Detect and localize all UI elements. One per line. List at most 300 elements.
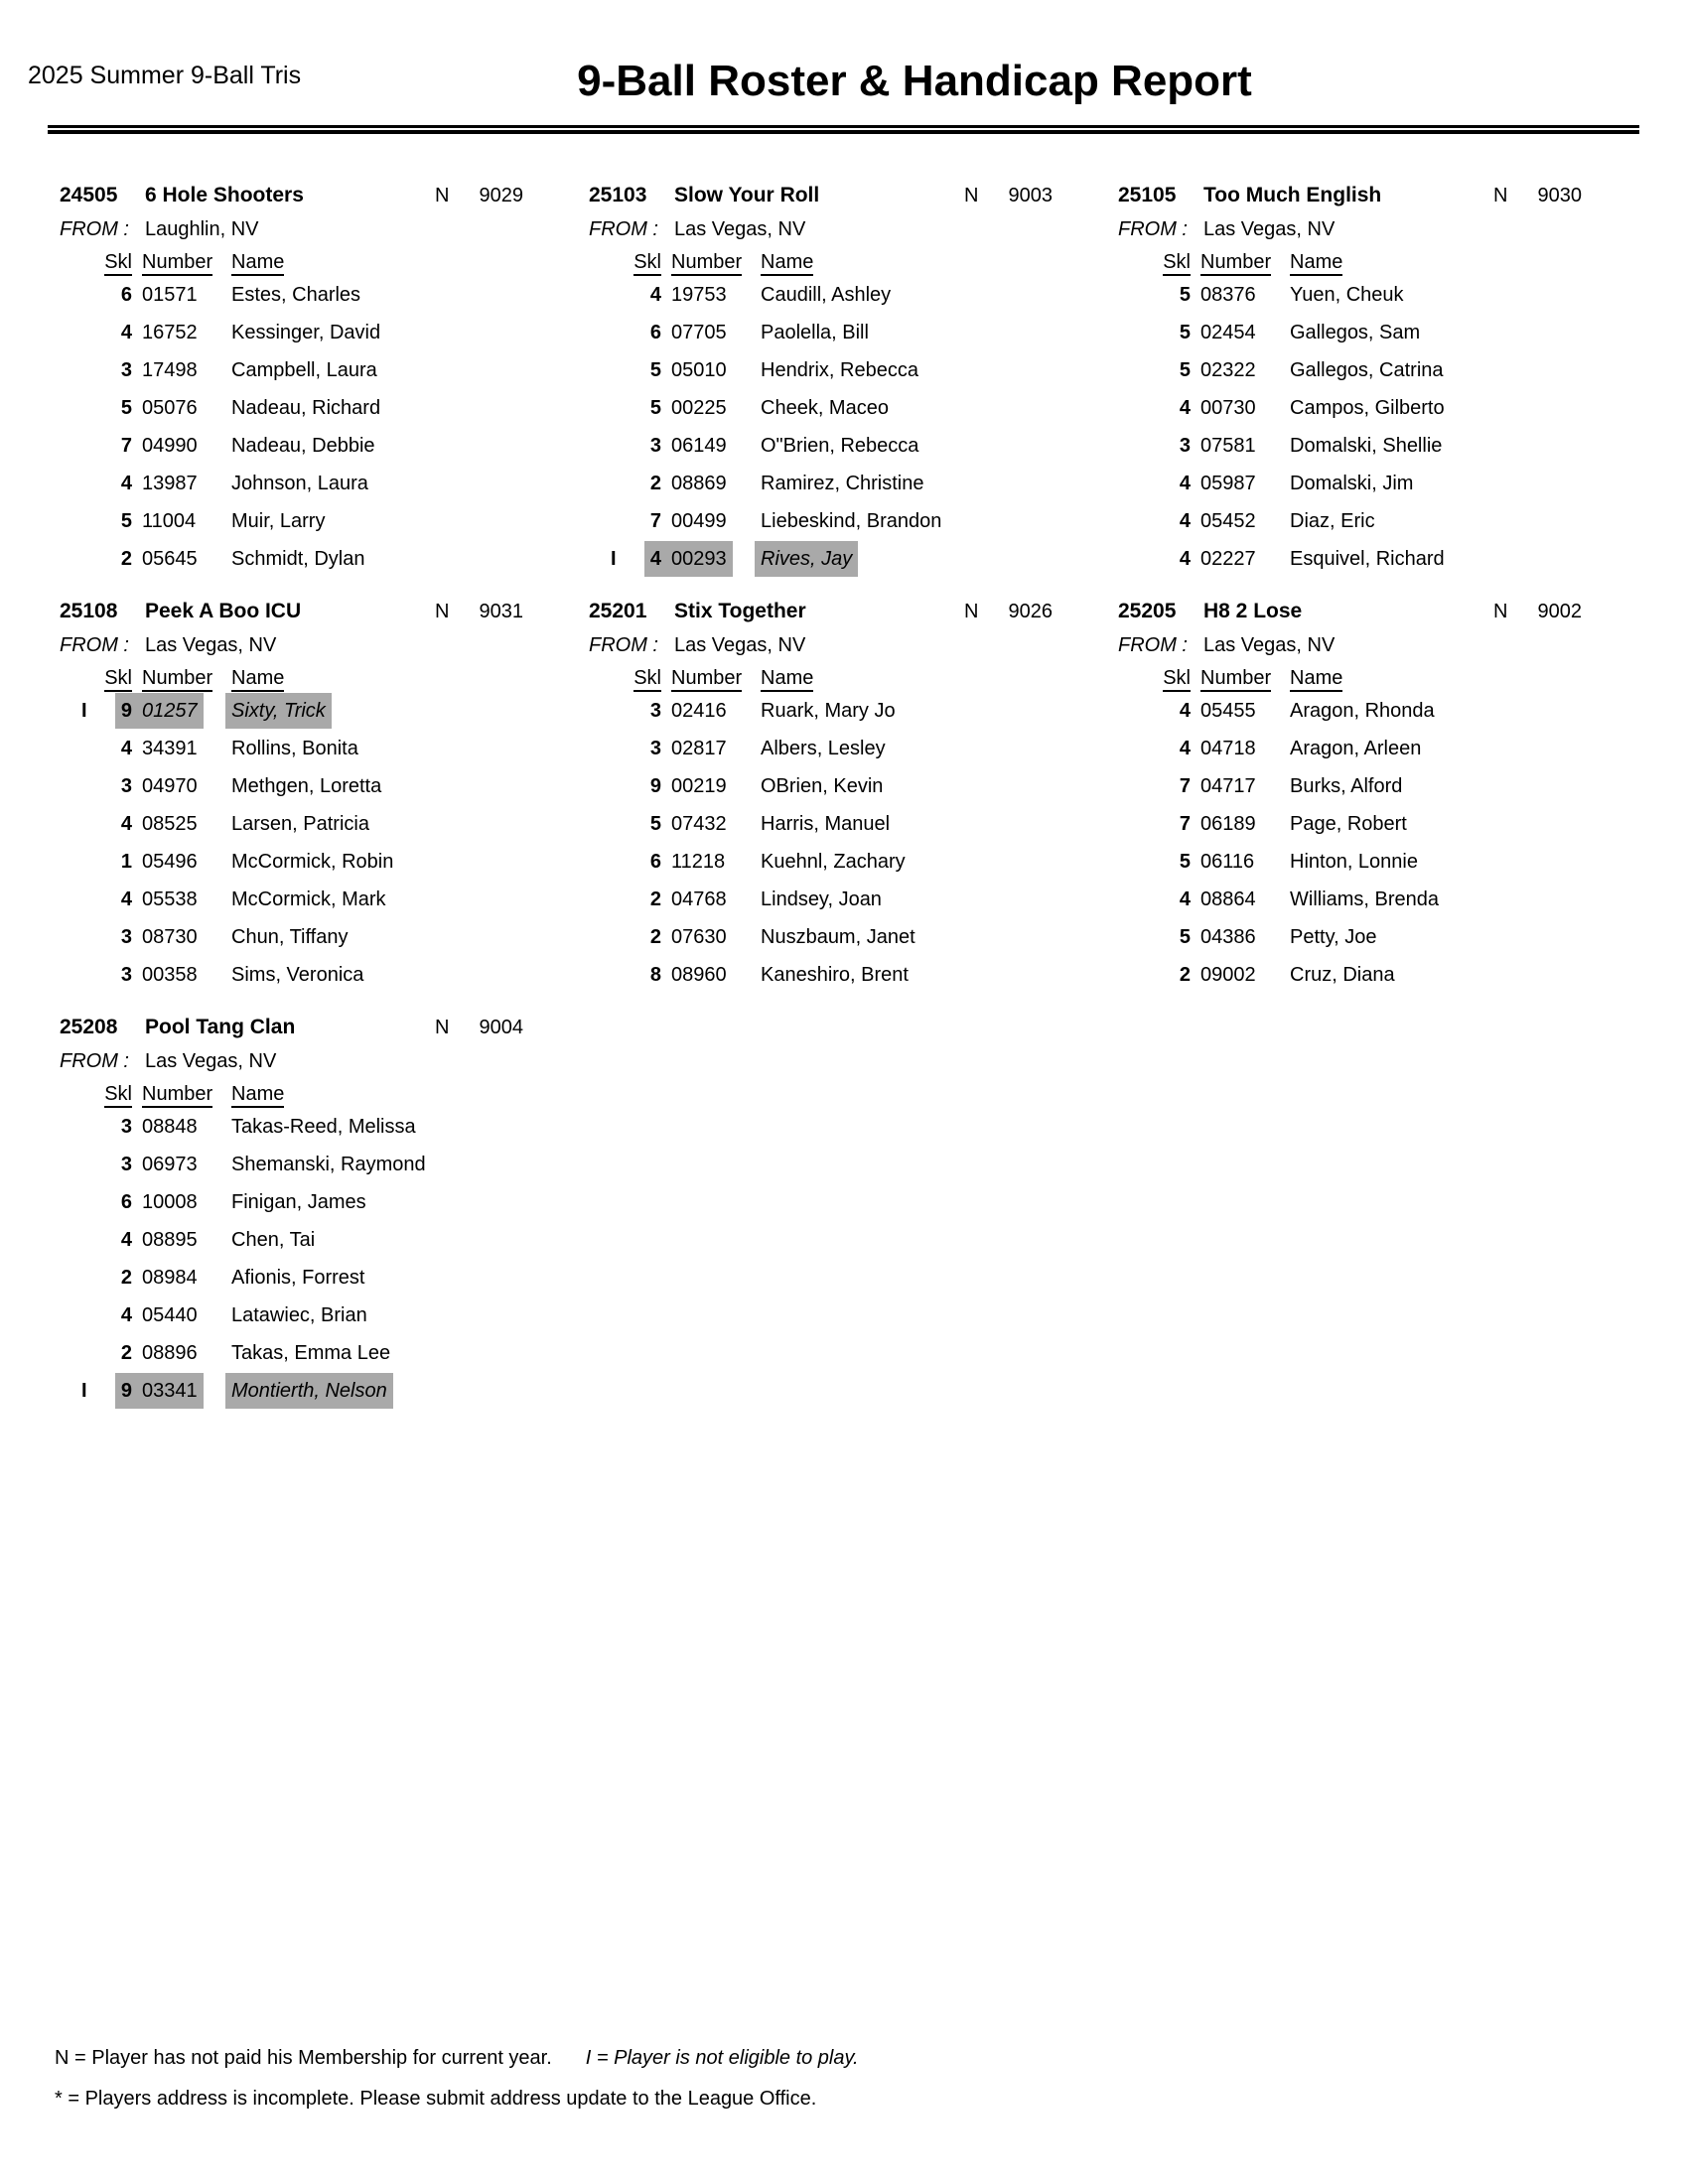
- roster-column-headers: [60, 249, 589, 280]
- player-name: Muir, Larry: [231, 510, 326, 532]
- player-row: [60, 1376, 589, 1414]
- footnote-i-text: I = Player is not eligible to play.: [585, 2047, 859, 2069]
- team-header: [60, 183, 589, 215]
- col-num-wrap: [142, 665, 212, 691]
- player-skl-wrap: [589, 809, 661, 839]
- player-name: Finigan, James: [231, 1191, 366, 1213]
- player-skl-wrap: [60, 1376, 132, 1406]
- player-member-number: 17498: [142, 359, 198, 381]
- player-row: [60, 1112, 589, 1150]
- player-member-number: 02454: [1200, 322, 1256, 343]
- player-name-wrap: [231, 280, 360, 310]
- player-row: [60, 1263, 589, 1300]
- player-num-wrap: [142, 431, 198, 461]
- player-name-wrap: [231, 318, 380, 347]
- player-skl-wrap: [1118, 431, 1191, 461]
- player-eligibility-flag: I: [81, 1380, 87, 1402]
- player-row: [589, 544, 1118, 582]
- player-name-wrap: [231, 1300, 367, 1330]
- player-skill-level: 5: [120, 397, 132, 419]
- col-num-wrap: [1200, 249, 1271, 275]
- player-skl-wrap: [60, 1150, 132, 1179]
- player-skill-level: 3: [649, 700, 661, 722]
- player-num-wrap: [1200, 847, 1254, 877]
- player-member-number: 08960: [671, 964, 727, 986]
- player-skl-wrap: [1118, 696, 1191, 726]
- player-name: Gallegos, Sam: [1290, 322, 1421, 343]
- player-skill-level: 3: [1179, 435, 1191, 457]
- player-name-wrap: [231, 771, 381, 801]
- player-name: Ramirez, Christine: [761, 473, 924, 494]
- player-member-number: 16752: [142, 322, 198, 343]
- player-name-wrap: [761, 847, 906, 877]
- player-name-wrap: [761, 544, 852, 574]
- player-skl-wrap: [1118, 355, 1191, 385]
- player-row: [60, 696, 589, 734]
- player-skl-wrap: [589, 431, 661, 461]
- player-member-number: 11218: [671, 851, 726, 873]
- player-num-wrap: [1200, 734, 1256, 763]
- player-name-wrap: [1290, 885, 1439, 914]
- player-member-number: 05538: [142, 888, 198, 910]
- player-member-number: 06149: [671, 435, 727, 457]
- player-skill-level: 5: [649, 359, 661, 381]
- player-name-wrap: [1290, 318, 1420, 347]
- player-name-wrap: [761, 960, 909, 990]
- player-num-wrap: [671, 771, 727, 801]
- team-membership-flag: N: [1493, 185, 1508, 206]
- player-name-wrap: [231, 506, 325, 536]
- team-header: [1118, 183, 1647, 215]
- player-num-wrap: [142, 771, 198, 801]
- player-skl-wrap: [60, 960, 132, 990]
- player-row: [60, 544, 589, 582]
- player-row: [60, 771, 589, 809]
- player-num-wrap: [1200, 771, 1256, 801]
- player-skl-wrap: [589, 734, 661, 763]
- from-label: FROM :: [589, 634, 658, 656]
- player-name: O"Brien, Rebecca: [761, 435, 919, 457]
- player-num-wrap: [142, 1150, 198, 1179]
- players-list: [60, 280, 589, 582]
- team-header: [589, 599, 1118, 631]
- player-member-number: 03341: [136, 1373, 204, 1409]
- player-skl-wrap: [60, 847, 132, 877]
- player-row: [589, 922, 1118, 960]
- player-skill-level: 4: [120, 322, 132, 343]
- player-row: [1118, 922, 1647, 960]
- player-skill-level: 1: [120, 851, 132, 873]
- rule-bottom-line: [48, 130, 1639, 134]
- team-block: [1118, 183, 1647, 582]
- player-member-number: 06116: [1200, 851, 1255, 873]
- player-row: [60, 280, 589, 318]
- player-skl-wrap: [60, 1263, 132, 1293]
- player-skl-wrap: [60, 696, 132, 726]
- team-membership-flag: N: [1493, 601, 1508, 622]
- footnote-address: * = Players address is incomplete. Please submit address update to the League Office.: [55, 2088, 817, 2110]
- player-row: [589, 696, 1118, 734]
- player-row: [1118, 506, 1647, 544]
- team-registration: [964, 183, 1053, 208]
- player-skl-wrap: [1118, 469, 1191, 498]
- player-row: [589, 847, 1118, 885]
- team-from-line: [60, 1047, 589, 1081]
- col-num-wrap: [142, 1081, 212, 1107]
- team-number: 25105: [1118, 184, 1177, 206]
- team-registration: [1493, 183, 1582, 208]
- player-name-wrap: [231, 1150, 426, 1179]
- player-name-wrap: [761, 431, 918, 461]
- player-skl-wrap: [60, 1225, 132, 1255]
- player-name: Hinton, Lonnie: [1290, 851, 1418, 873]
- player-name-wrap: [761, 506, 941, 536]
- player-name: Aragon, Rhonda: [1290, 700, 1435, 722]
- player-member-number: 02227: [1200, 548, 1256, 570]
- player-member-number: 00225: [671, 397, 727, 419]
- player-num-wrap: [142, 393, 198, 423]
- player-skl-wrap: [1118, 506, 1191, 536]
- player-name: Sims, Veronica: [231, 964, 364, 986]
- player-name-wrap: [1290, 280, 1404, 310]
- player-skl-wrap: [589, 280, 661, 310]
- col-header-number: Number: [142, 1083, 212, 1108]
- player-row: [1118, 318, 1647, 355]
- roster-column-headers: [1118, 249, 1647, 280]
- player-num-wrap: [1200, 922, 1256, 952]
- player-num-wrap: [671, 280, 727, 310]
- player-row: [60, 393, 589, 431]
- player-num-wrap: [1200, 885, 1256, 914]
- player-num-wrap: [671, 922, 727, 952]
- player-member-number: 08730: [142, 926, 198, 948]
- team-name: 6 Hole Shooters: [145, 184, 304, 206]
- team-registration-number: 9029: [479, 185, 523, 206]
- player-skill-level: 4: [1179, 548, 1191, 570]
- player-skill-level: 4: [1179, 738, 1191, 759]
- team-from-line: [60, 215, 589, 249]
- player-row: [1118, 809, 1647, 847]
- team-name: H8 2 Lose: [1203, 600, 1303, 622]
- player-row: [1118, 847, 1647, 885]
- player-member-number: 04990: [142, 435, 198, 457]
- player-skill-level: 5: [120, 510, 132, 532]
- player-name: Liebeskind, Brandon: [761, 510, 942, 532]
- team-membership-flag: N: [435, 185, 450, 206]
- player-name-wrap: [231, 696, 326, 726]
- player-name-wrap: [761, 469, 923, 498]
- player-skl-wrap: [60, 771, 132, 801]
- player-row: [1118, 960, 1647, 998]
- player-skl-wrap: [1118, 544, 1191, 574]
- player-name-wrap: [1290, 544, 1445, 574]
- player-name: Domalski, Shellie: [1290, 435, 1443, 457]
- player-skl-wrap: [60, 1338, 132, 1368]
- team-from-line: [60, 631, 589, 665]
- player-num-wrap: [671, 355, 727, 385]
- player-skill-level: 9: [115, 1373, 138, 1409]
- player-row: [1118, 734, 1647, 771]
- player-name-wrap: [761, 355, 918, 385]
- player-num-wrap: [142, 280, 198, 310]
- player-skl-wrap: [60, 318, 132, 347]
- team-registration-number: 9030: [1537, 185, 1582, 206]
- player-member-number: 19753: [671, 284, 727, 306]
- col-skl-wrap: [589, 249, 661, 275]
- player-skill-level: 6: [120, 284, 132, 306]
- player-skill-level: 2: [120, 548, 132, 570]
- player-skl-wrap: [1118, 318, 1191, 347]
- team-registration: [435, 599, 523, 624]
- players-list: [60, 696, 589, 998]
- player-skill-level: 4: [120, 473, 132, 494]
- player-skill-level: 5: [649, 397, 661, 419]
- player-eligibility-flag: I: [611, 548, 617, 570]
- player-skill-level: 7: [649, 510, 661, 532]
- player-skl-wrap: [60, 1187, 132, 1217]
- player-name: Montierth, Nelson: [225, 1373, 393, 1409]
- player-num-wrap: [671, 960, 727, 990]
- player-row: [60, 734, 589, 771]
- player-skl-wrap: [60, 809, 132, 839]
- player-skill-level: 5: [1179, 284, 1191, 306]
- team-membership-flag: N: [435, 1017, 450, 1038]
- player-num-wrap: [671, 469, 727, 498]
- player-num-wrap: [1200, 355, 1256, 385]
- player-skill-level: 4: [120, 813, 132, 835]
- team-membership-flag: N: [964, 601, 979, 622]
- player-name: Kuehnl, Zachary: [761, 851, 906, 873]
- team-registration: [435, 183, 523, 208]
- col-header-name: Name: [231, 251, 284, 276]
- from-label: FROM :: [589, 218, 658, 240]
- player-skl-wrap: [1118, 280, 1191, 310]
- player-row: [589, 809, 1118, 847]
- player-member-number: 06973: [142, 1154, 198, 1175]
- player-name-wrap: [761, 922, 915, 952]
- player-num-wrap: [671, 885, 727, 914]
- player-name: Chen, Tai: [231, 1229, 316, 1251]
- player-skill-level: 3: [120, 359, 132, 381]
- team-block: [60, 183, 589, 582]
- player-skl-wrap: [589, 318, 661, 347]
- player-skl-wrap: [589, 885, 661, 914]
- player-member-number: 08376: [1200, 284, 1256, 306]
- col-name-wrap: [231, 665, 284, 691]
- player-name: Esquivel, Richard: [1290, 548, 1445, 570]
- player-name: Chun, Tiffany: [231, 926, 349, 948]
- player-name-wrap: [231, 544, 365, 574]
- player-member-number: 05496: [142, 851, 198, 873]
- player-member-number: 01571: [142, 284, 198, 306]
- player-row: [1118, 771, 1647, 809]
- col-header-skl: Skl: [1163, 667, 1191, 692]
- player-name: Rives, Jay: [755, 541, 858, 577]
- player-skill-level: 7: [1179, 813, 1191, 835]
- team-name: Too Much English: [1203, 184, 1382, 206]
- player-skl-wrap: [1118, 960, 1191, 990]
- team-city: Las Vegas, NV: [674, 218, 806, 240]
- col-header-name: Name: [1290, 251, 1342, 276]
- player-name: Caudill, Ashley: [761, 284, 892, 306]
- player-member-number: 05987: [1200, 473, 1256, 494]
- player-skl-wrap: [589, 960, 661, 990]
- player-member-number: 08895: [142, 1229, 198, 1251]
- player-name: Rollins, Bonita: [231, 738, 358, 759]
- player-num-wrap: [142, 318, 198, 347]
- player-skill-level: 4: [649, 284, 661, 306]
- player-num-wrap: [1200, 544, 1256, 574]
- col-name-wrap: [761, 249, 813, 275]
- player-num-wrap: [1200, 280, 1256, 310]
- team-membership-flag: N: [964, 185, 979, 206]
- team-header: [1118, 599, 1647, 631]
- player-member-number: 01257: [136, 693, 204, 729]
- team-city: Las Vegas, NV: [1203, 218, 1336, 240]
- player-member-number: 08896: [142, 1342, 198, 1364]
- player-member-number: 02322: [1200, 359, 1256, 381]
- col-num-wrap: [671, 249, 742, 275]
- player-skl-wrap: [589, 469, 661, 498]
- footnote-membership: [55, 2047, 859, 2070]
- player-num-wrap: [1200, 431, 1256, 461]
- player-row: [1118, 355, 1647, 393]
- player-name-wrap: [231, 355, 377, 385]
- col-header-skl: Skl: [104, 1083, 132, 1108]
- player-skill-level: 6: [649, 851, 661, 873]
- team-block: [1118, 599, 1647, 998]
- player-name: Kessinger, David: [231, 322, 381, 343]
- team-number: 25108: [60, 600, 118, 622]
- players-list: [1118, 696, 1647, 998]
- player-name: Shemanski, Raymond: [231, 1154, 426, 1175]
- player-name: Nuszbaum, Janet: [761, 926, 915, 948]
- roster-column-headers: [60, 1081, 589, 1112]
- col-header-skl: Skl: [1163, 251, 1191, 276]
- player-member-number: 08984: [142, 1267, 198, 1289]
- player-name: OBrien, Kevin: [761, 775, 884, 797]
- team-from-line: [1118, 215, 1647, 249]
- footnote-n-text: N = Player has not paid his Membership for current year.: [55, 2047, 552, 2069]
- col-skl-wrap: [1118, 665, 1191, 691]
- player-skl-wrap: [1118, 885, 1191, 914]
- player-num-wrap: [142, 960, 198, 990]
- player-name-wrap: [231, 922, 348, 952]
- player-name-wrap: [231, 1338, 390, 1368]
- player-row: [60, 1300, 589, 1338]
- player-skl-wrap: [1118, 847, 1191, 877]
- player-row: [1118, 393, 1647, 431]
- player-skill-level: 5: [1179, 359, 1191, 381]
- player-name: Estes, Charles: [231, 284, 361, 306]
- player-skill-level: 4: [120, 1304, 132, 1326]
- col-header-name: Name: [231, 1083, 284, 1108]
- team-city: Las Vegas, NV: [145, 1050, 277, 1072]
- players-list: [1118, 280, 1647, 582]
- player-skill-level: 5: [1179, 322, 1191, 343]
- player-skill-level: 7: [1179, 775, 1191, 797]
- player-skill-level: 2: [120, 1342, 132, 1364]
- player-name: Nadeau, Richard: [231, 397, 381, 419]
- player-member-number: 08864: [1200, 888, 1256, 910]
- player-member-number: 05452: [1200, 510, 1256, 532]
- player-name: Sixty, Trick: [225, 693, 332, 729]
- player-member-number: 08848: [142, 1116, 198, 1138]
- player-name: Paolella, Bill: [761, 322, 869, 343]
- player-num-wrap: [142, 1263, 198, 1293]
- report-scope-label: 2025 Summer 9-Ball Tris: [28, 62, 302, 89]
- player-row: [60, 469, 589, 506]
- col-name-wrap: [1290, 249, 1342, 275]
- team-number: 24505: [60, 184, 118, 206]
- player-skill-level: 6: [649, 322, 661, 343]
- player-member-number: 04970: [142, 775, 198, 797]
- player-skill-level: 3: [120, 964, 132, 986]
- player-num-wrap: [142, 1225, 198, 1255]
- player-name: Methgen, Loretta: [231, 775, 382, 797]
- player-skl-wrap: [589, 696, 661, 726]
- player-name-wrap: [761, 734, 886, 763]
- col-skl-wrap: [60, 249, 132, 275]
- player-num-wrap: [1200, 960, 1256, 990]
- player-skill-level: 2: [120, 1267, 132, 1289]
- player-skl-wrap: [60, 355, 132, 385]
- player-name-wrap: [231, 469, 368, 498]
- player-skill-level: 5: [649, 813, 661, 835]
- col-header-number: Number: [671, 251, 742, 276]
- player-skl-wrap: [60, 1112, 132, 1142]
- team-header: [60, 1015, 589, 1047]
- team-block: [589, 599, 1118, 998]
- team-membership-flag: N: [435, 601, 450, 622]
- player-skl-wrap: [589, 355, 661, 385]
- player-num-wrap: [142, 544, 198, 574]
- team-name: Slow Your Roll: [674, 184, 820, 206]
- player-name: Campbell, Laura: [231, 359, 377, 381]
- player-name: Campos, Gilberto: [1290, 397, 1445, 419]
- player-member-number: 04768: [671, 888, 727, 910]
- player-name: Gallegos, Catrina: [1290, 359, 1444, 381]
- player-num-wrap: [671, 809, 727, 839]
- player-skill-level: 3: [120, 926, 132, 948]
- player-name: Lindsey, Joan: [761, 888, 882, 910]
- page-title: 9-Ball Roster & Handicap Report: [577, 57, 1252, 105]
- team-block: [589, 183, 1118, 582]
- player-skill-level: 2: [649, 473, 661, 494]
- from-label: FROM :: [1118, 634, 1188, 656]
- col-name-wrap: [231, 1081, 284, 1107]
- col-skl-wrap: [589, 665, 661, 691]
- player-skill-level: 3: [120, 1154, 132, 1175]
- player-row: [589, 960, 1118, 998]
- player-num-wrap: [1200, 318, 1256, 347]
- player-num-wrap: [671, 544, 727, 574]
- player-row: [60, 318, 589, 355]
- player-name-wrap: [761, 318, 869, 347]
- player-member-number: 04386: [1200, 926, 1256, 948]
- player-skill-level: 5: [1179, 926, 1191, 948]
- player-skl-wrap: [589, 771, 661, 801]
- player-num-wrap: [142, 1300, 198, 1330]
- player-member-number: 00358: [142, 964, 198, 986]
- player-num-wrap: [142, 1376, 198, 1406]
- col-name-wrap: [231, 249, 284, 275]
- player-member-number: 05010: [671, 359, 727, 381]
- player-num-wrap: [671, 696, 727, 726]
- player-row: [589, 506, 1118, 544]
- teams-grid: [60, 183, 1647, 1414]
- player-name: Latawiec, Brian: [231, 1304, 367, 1326]
